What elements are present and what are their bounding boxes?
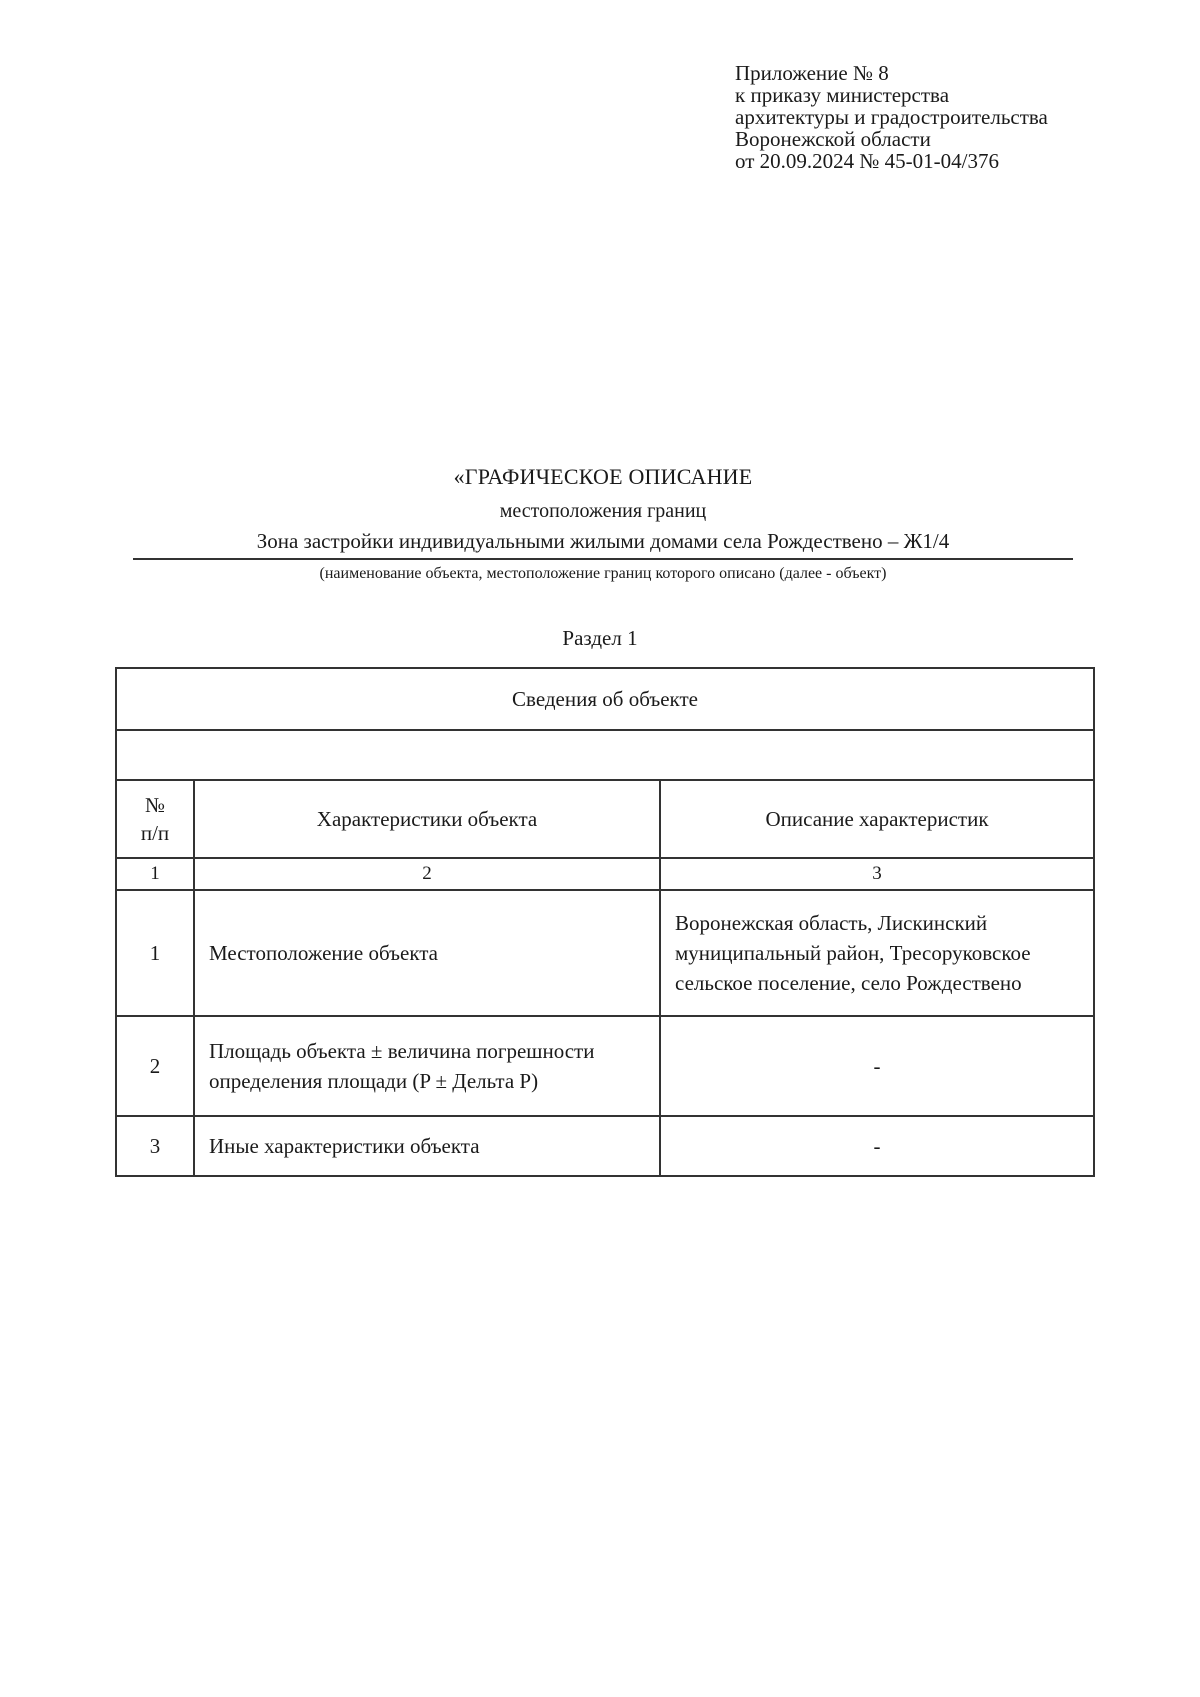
document-title: «ГРАФИЧЕСКОЕ ОПИСАНИЕ [453, 464, 753, 489]
table-row [116, 890, 1094, 1016]
document-subtitle: местоположения границ [499, 500, 707, 522]
appendix-line: к приказу министерства [735, 83, 950, 107]
row-number: 2 [116, 1016, 194, 1116]
column-header-characteristic: Характеристики объекта [194, 780, 660, 858]
appendix-line: Воронежской области [735, 127, 931, 151]
column-header-num-line: № [144, 793, 166, 817]
appendix-line: Приложение № 8 [735, 61, 889, 85]
row-description: Воронежская область, Лискинский муниципальный район, Тресоруковское сельское поселение, село Рождествено [660, 890, 1094, 1016]
table-header-row [116, 668, 1094, 730]
row-characteristic: Местоположение объекта [194, 890, 660, 1016]
table-empty-row [116, 730, 1094, 780]
title-block [133, 462, 1073, 584]
object-name: Зона застройки индивидуальными жилыми домами села Рождествено – Ж1/4 [256, 529, 950, 553]
row-description: - [660, 1116, 1094, 1176]
object-info-table [115, 667, 1095, 1177]
row-number: 3 [116, 1116, 194, 1176]
object-underline [133, 558, 1073, 560]
column-index: 2 [194, 858, 660, 890]
appendix-block [735, 62, 1048, 172]
row-characteristic: Иные характеристики объекта [194, 1116, 660, 1176]
table-empty-cell [116, 730, 1094, 780]
table-header: Сведения об объекте [116, 668, 1094, 730]
column-header-num [116, 780, 194, 858]
table-row [116, 1016, 1094, 1116]
column-header-num-line: п/п [140, 821, 170, 845]
section-title: Раздел 1 [562, 626, 638, 650]
appendix-line: архитектуры и градостроительства [735, 105, 1048, 129]
column-index: 3 [660, 858, 1094, 890]
object-caption: (наименование объекта, местоположение границ которого описано (далее - объект) [319, 565, 887, 582]
table-row [116, 1116, 1094, 1176]
row-characteristic: Площадь объекта ± величина погрешности определения площади (P ± Дельта P) [194, 1016, 660, 1116]
column-header-description: Описание характеристик [660, 780, 1094, 858]
row-number: 1 [116, 890, 194, 1016]
column-index: 1 [116, 858, 194, 890]
row-description: - [660, 1016, 1094, 1116]
column-header-row [116, 780, 1094, 858]
appendix-line: от 20.09.2024 № 45-01-04/376 [735, 149, 1000, 173]
column-index-row [116, 858, 1094, 890]
